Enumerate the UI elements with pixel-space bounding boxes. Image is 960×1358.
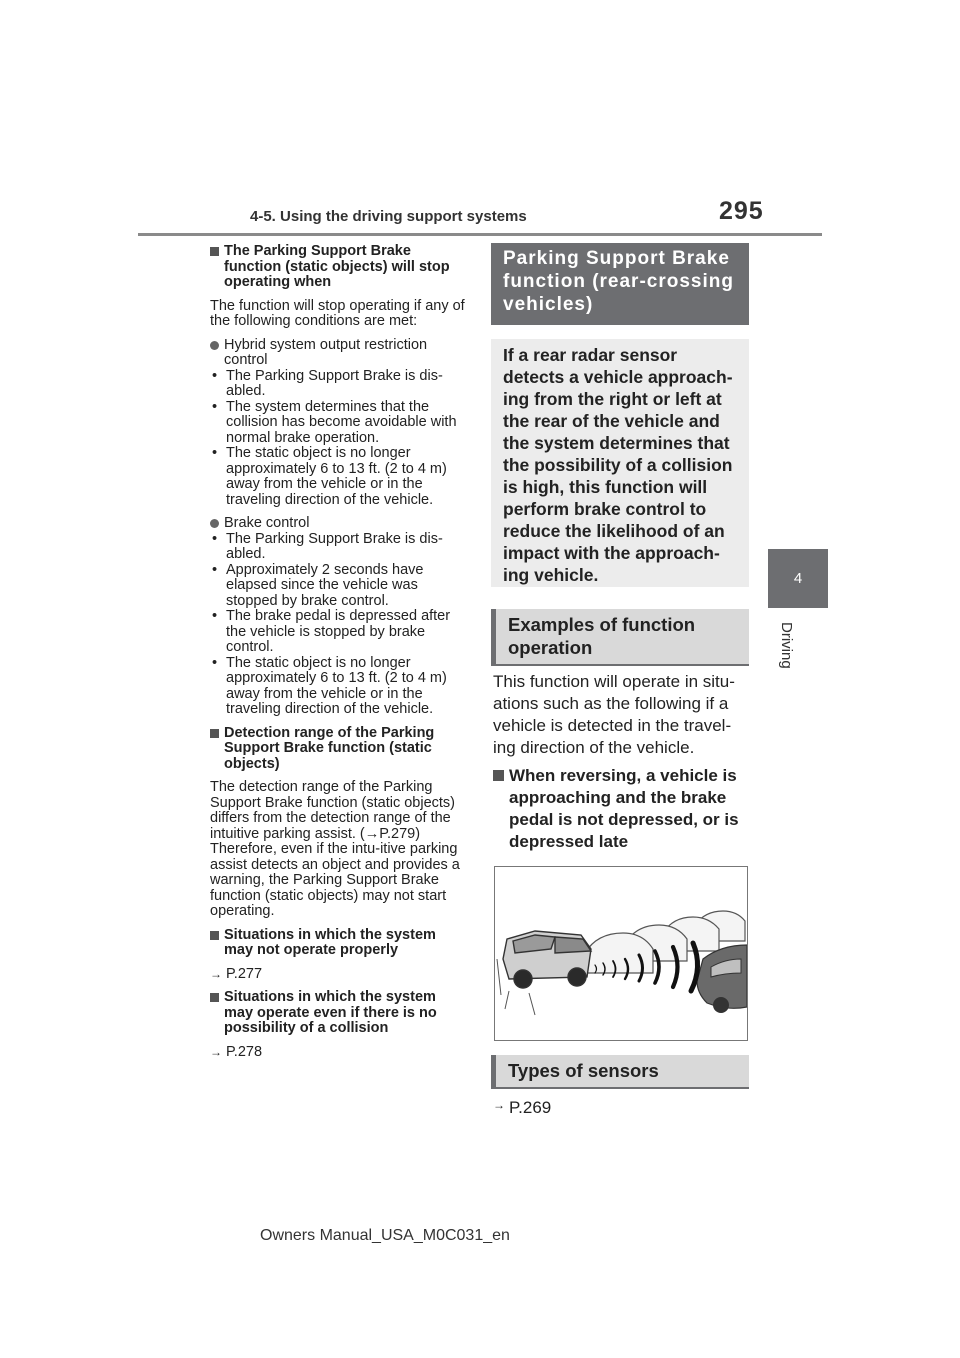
section-title-examples: Examples of function operation <box>491 609 749 666</box>
page-number: 295 <box>719 197 764 225</box>
bullet-brake-control: Brake control <box>210 516 466 532</box>
list-item: • The brake pedal is depressed after the vehicle is stopped by brake control. <box>210 609 466 656</box>
list-item: • The static object is no longer approximately 6 to 13 ft. (2 to 4 m) away from the vehicle or in the traveling direction of the vehicle. <box>210 446 466 508</box>
footer-doc-id: Owners Manual_USA_M0C031_en <box>260 1227 510 1244</box>
paragraph-stop-conditions: The function will stop operating if any of the following conditions are met: <box>210 297 465 329</box>
reversing-vehicle-illustration <box>495 867 747 1040</box>
header-divider <box>138 233 822 236</box>
section-title-sensors: Types of sensors <box>491 1055 749 1089</box>
approaching-car-icon <box>697 945 747 1013</box>
square-bullet-icon <box>493 770 504 781</box>
list-item: • The static object is no longer approximately 6 to 13 ft. (2 to 4 m) away from the vehicle or in the traveling direction of the vehicle. <box>210 656 466 718</box>
section-header-title: 4-5. Using the driving support systems <box>250 208 527 225</box>
page-reference-link[interactable]: → P.269 <box>493 1098 960 1118</box>
subheading-reversing: When reversing, a vehicle is approaching and the brake pedal is not depressed, or is depressed late <box>493 765 753 853</box>
list-item: • The Parking Support Brake is dis-abled. <box>210 532 466 563</box>
intro-box: If a rear radar sensor detects a vehicle approach-ing from the right or left at the rear of the vehicle and the system determines that the possibility of a collision is high, this function will perform brake control to reduce the likelihood of an impact with the approach-ing vehicle. <box>491 339 749 587</box>
pickup-truck-icon <box>503 931 591 988</box>
subheading-detection-range: Detection range of the Parking Support Brake function (static objects) <box>210 726 466 773</box>
list-item: • The system determines that the collision has become avoidable with normal brake operation. <box>210 400 466 447</box>
subheading-may-operate: Situations in which the system may operate even if there is no possibility of a collision <box>210 990 466 1037</box>
chapter-tab-label: Driving <box>778 622 795 669</box>
illustration-rear-crossing <box>494 866 748 1041</box>
subheading-may-not-operate: Situations in which the system may not operate properly <box>210 928 466 959</box>
list-item: • The Parking Support Brake is dis-abled. <box>210 369 466 400</box>
list-item: • Approximately 2 seconds have elapsed since the vehicle was stopped by brake control. <box>210 563 466 610</box>
subheading-stop-operating: The Parking Support Brake function (static objects) will stop operating when <box>210 244 466 291</box>
bullet-hybrid-output: Hybrid system output restriction control <box>210 338 466 369</box>
page-reference-link[interactable]: → P.277 <box>210 967 466 983</box>
section-title-rear-crossing: Parking Support Brake function (rear-crossing vehicles) <box>491 243 749 325</box>
paragraph-examples: This function will operate in situ-ations such as the following if a vehicle is detected in the travel-ing direction of the vehicle. <box>493 672 735 757</box>
paragraph-detection-range: The detection range of the Parking Support Brake function (static objects) differs from the detection range of the intuitive parking assist. (→P.279) Therefore, even if the intu-itive parking assist detects an object and provides a warning, the Parking Support Brake function (static objects) may not start operating. <box>210 779 460 919</box>
chapter-tab-number: 4 <box>768 549 828 608</box>
page-reference-link[interactable]: → P.278 <box>210 1045 466 1061</box>
left-column <box>210 244 466 1060</box>
